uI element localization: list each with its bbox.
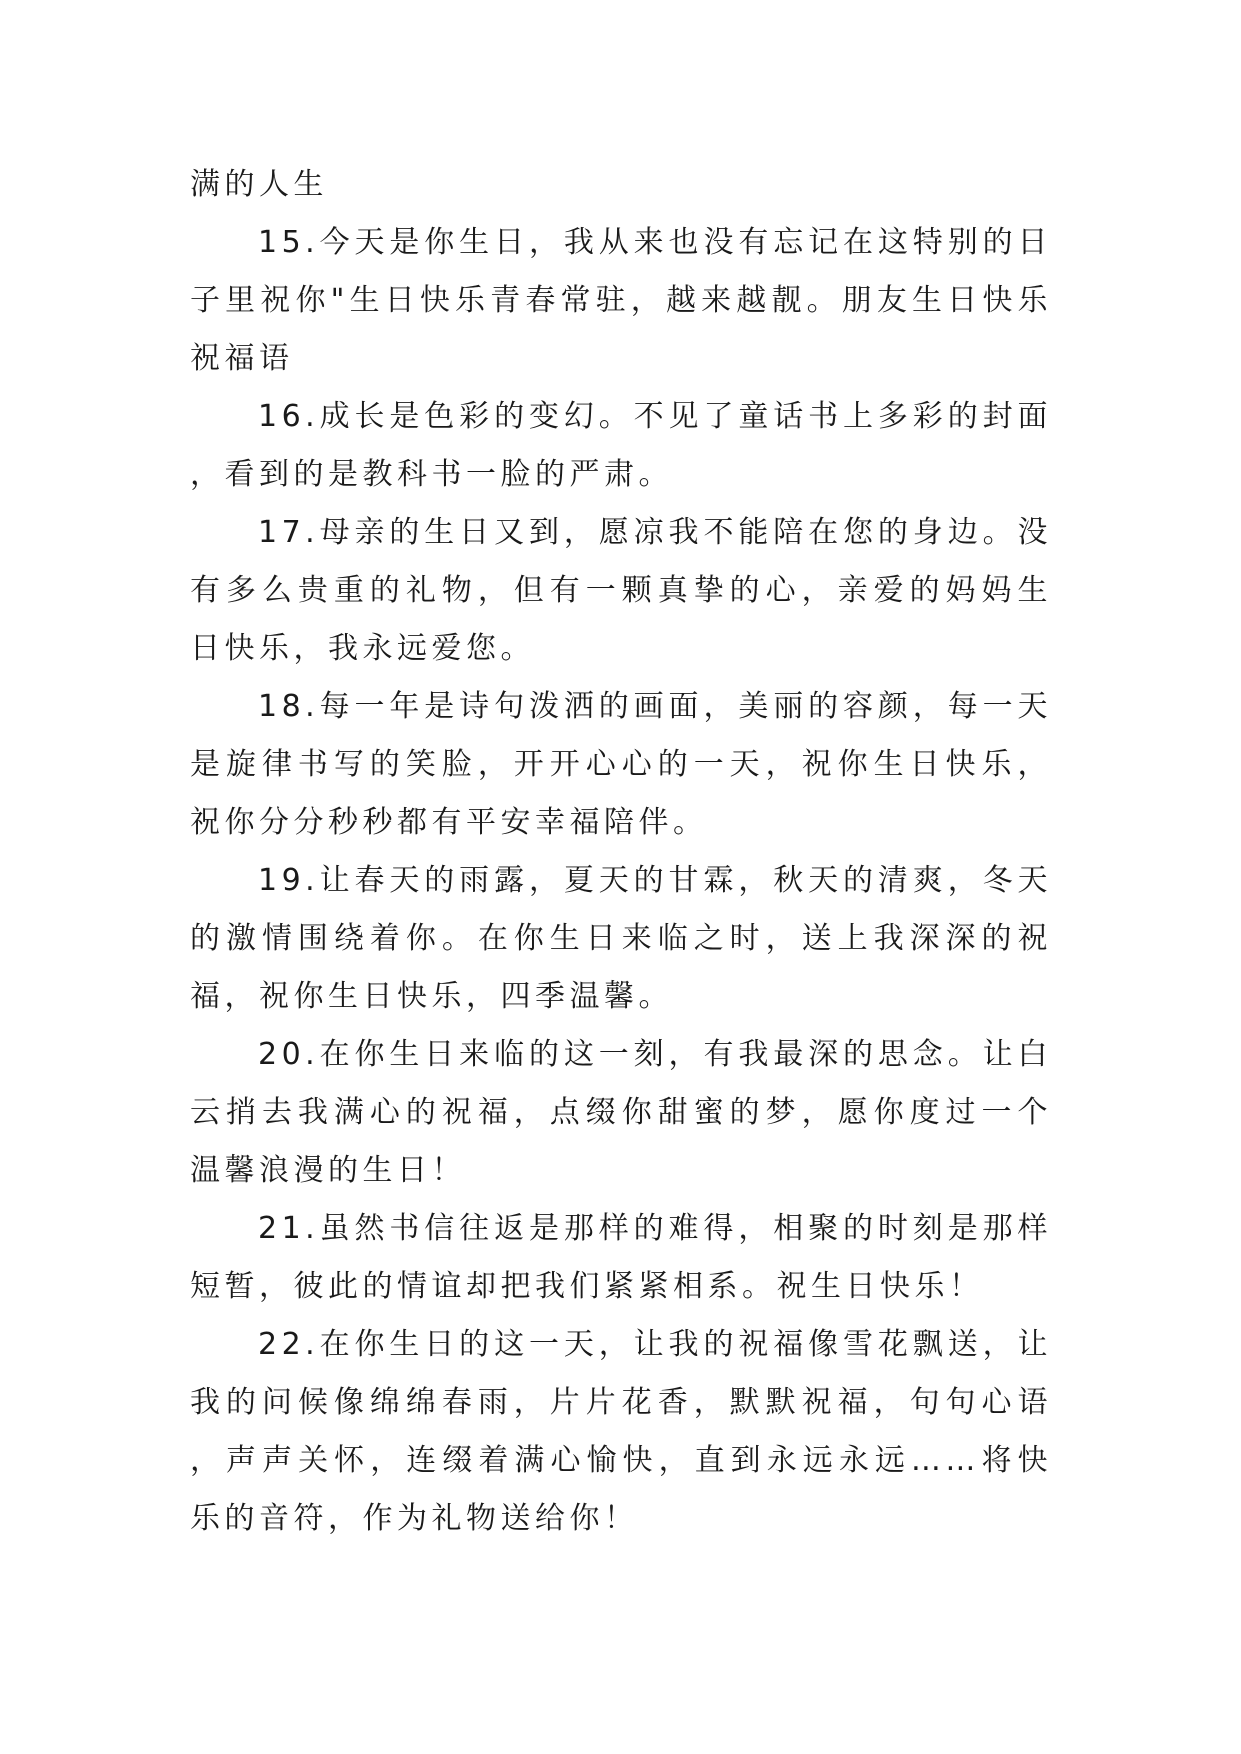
paragraph-item-18: 18.每一年是诗句泼洒的画面，美丽的容颜，每一天是旋律书写的笑脸，开开心心的一天，祝你生日快乐，祝你分分秒秒都有平安幸福陪伴。 xyxy=(190,689,1052,840)
paragraph-item-16: 16.成长是色彩的变幻。不见了童话书上多彩的封面，看到的是教科书一脸的严肃。 xyxy=(190,399,1052,492)
paragraph-item-22: 22.在你生日的这一天，让我的祝福像雪花飘送，让我的问候像绵绵春雨，片片花香，默默祝福，句句心语，声声关怀，连缀着满心愉快，直到永远永远……将快乐的音符，作为礼物送给你！ xyxy=(190,1327,1052,1536)
paragraph-item-20: 20.在你生日来临的这一刻，有我最深的思念。让白云捎去我满心的祝福，点缀你甜蜜的梦，愿你度过一个温馨浪漫的生日！ xyxy=(190,1037,1052,1188)
paragraph-item-17: 17.母亲的生日又到，愿凉我不能陪在您的身边。没有多么贵重的礼物，但有一颗真挚的心，亲爱的妈妈生日快乐，我永远爱您。 xyxy=(190,515,1052,666)
document-body xyxy=(190,156,1052,1548)
paragraph-item-21: 21.虽然书信往返是那样的难得，相聚的时刻是那样短暂，彼此的情谊却把我们紧紧相系。祝生日快乐！ xyxy=(190,1211,1052,1304)
paragraph-item-15: 15.今天是你生日，我从来也没有忘记在这特别的日子里祝你"生日快乐青春常驻，越来越靓。朋友生日快乐祝福语 xyxy=(190,225,1052,376)
paragraph-item-19: 19.让春天的雨露，夏天的甘霖，秋天的清爽，冬天的激情围绕着你。在你生日来临之时，送上我深深的祝福，祝你生日快乐，四季温馨。 xyxy=(190,863,1052,1014)
paragraph-continuation: 满的人生 xyxy=(190,167,328,202)
